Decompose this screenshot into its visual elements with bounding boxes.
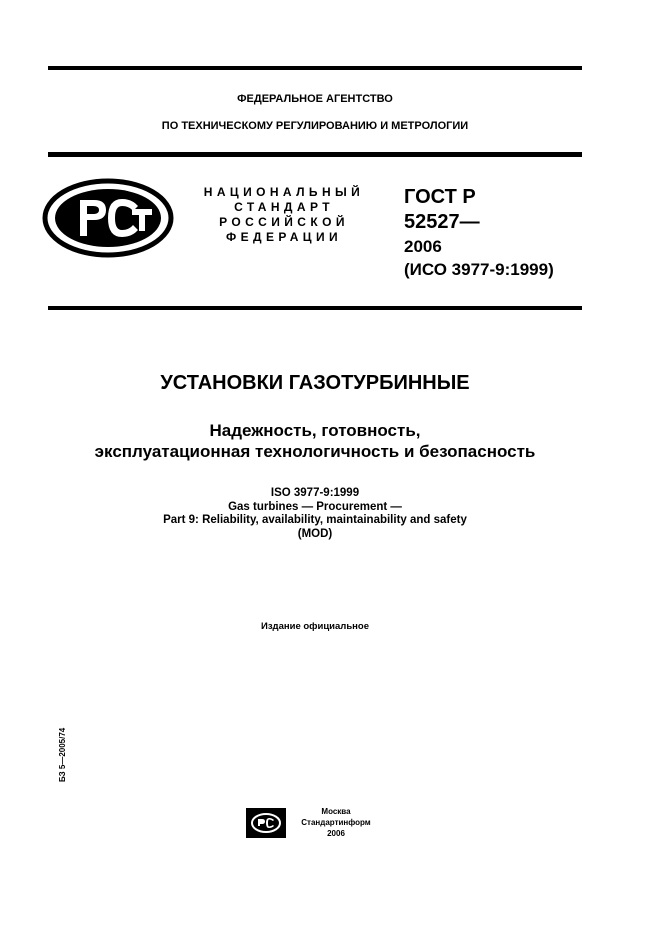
national-standard-label — [186, 185, 382, 245]
agency-line-2: ПО ТЕХНИЧЕСКОМУ РЕГУЛИРОВАНИЮ И МЕТРОЛОГИИ — [161, 120, 469, 132]
gost-iso-ref: (ИСО 3977-9:1999) — [404, 260, 554, 279]
edition-label: Издание официальное — [261, 621, 369, 632]
natl-line-1: НАЦИОНАЛЬНЫЙ — [203, 185, 365, 199]
top-rule — [48, 66, 582, 70]
gost-logo-icon — [42, 178, 174, 263]
agency-line-1: ФЕДЕРАЛЬНОЕ АГЕНТСТВО — [237, 93, 393, 105]
standard-designation — [404, 185, 554, 281]
gost-year: 2006 — [404, 237, 442, 256]
iso-line-1: ISO 3977-9:1999 — [270, 487, 360, 499]
subtitle-line-2: эксплуатационная технологичность и безопасность — [94, 442, 536, 461]
header-rule — [48, 152, 582, 157]
document-subtitle — [48, 420, 582, 462]
gost-number: 52527— — [404, 211, 480, 233]
document-title: УСТАНОВКИ ГАЗОТУРБИННЫЕ — [160, 372, 470, 394]
publisher-imprint — [296, 806, 376, 839]
natl-line-4: ФЕДЕРАЦИИ — [225, 230, 343, 244]
side-code: БЗ 5—2005/74 — [58, 727, 67, 782]
publisher-name: Стандартинформ — [301, 818, 371, 827]
publisher-logo-icon — [246, 808, 286, 843]
iso-reference-block — [48, 487, 582, 541]
publisher-year: 2006 — [327, 829, 345, 838]
publisher-city: Москва — [321, 807, 351, 816]
natl-line-3: РОССИЙСКОЙ — [219, 215, 349, 229]
iso-line-3: Part 9: Reliability, availability, maintainability and safety — [163, 514, 467, 526]
natl-line-2: СТАНДАРТ — [234, 200, 334, 214]
section-rule — [48, 306, 582, 310]
iso-line-4: (MOD) — [297, 527, 333, 540]
gost-prefix: ГОСТ Р — [404, 186, 476, 208]
subtitle-line-1: Надежность, готовность, — [209, 421, 421, 440]
iso-line-2: Gas turbines — Procurement — — [228, 500, 402, 513]
